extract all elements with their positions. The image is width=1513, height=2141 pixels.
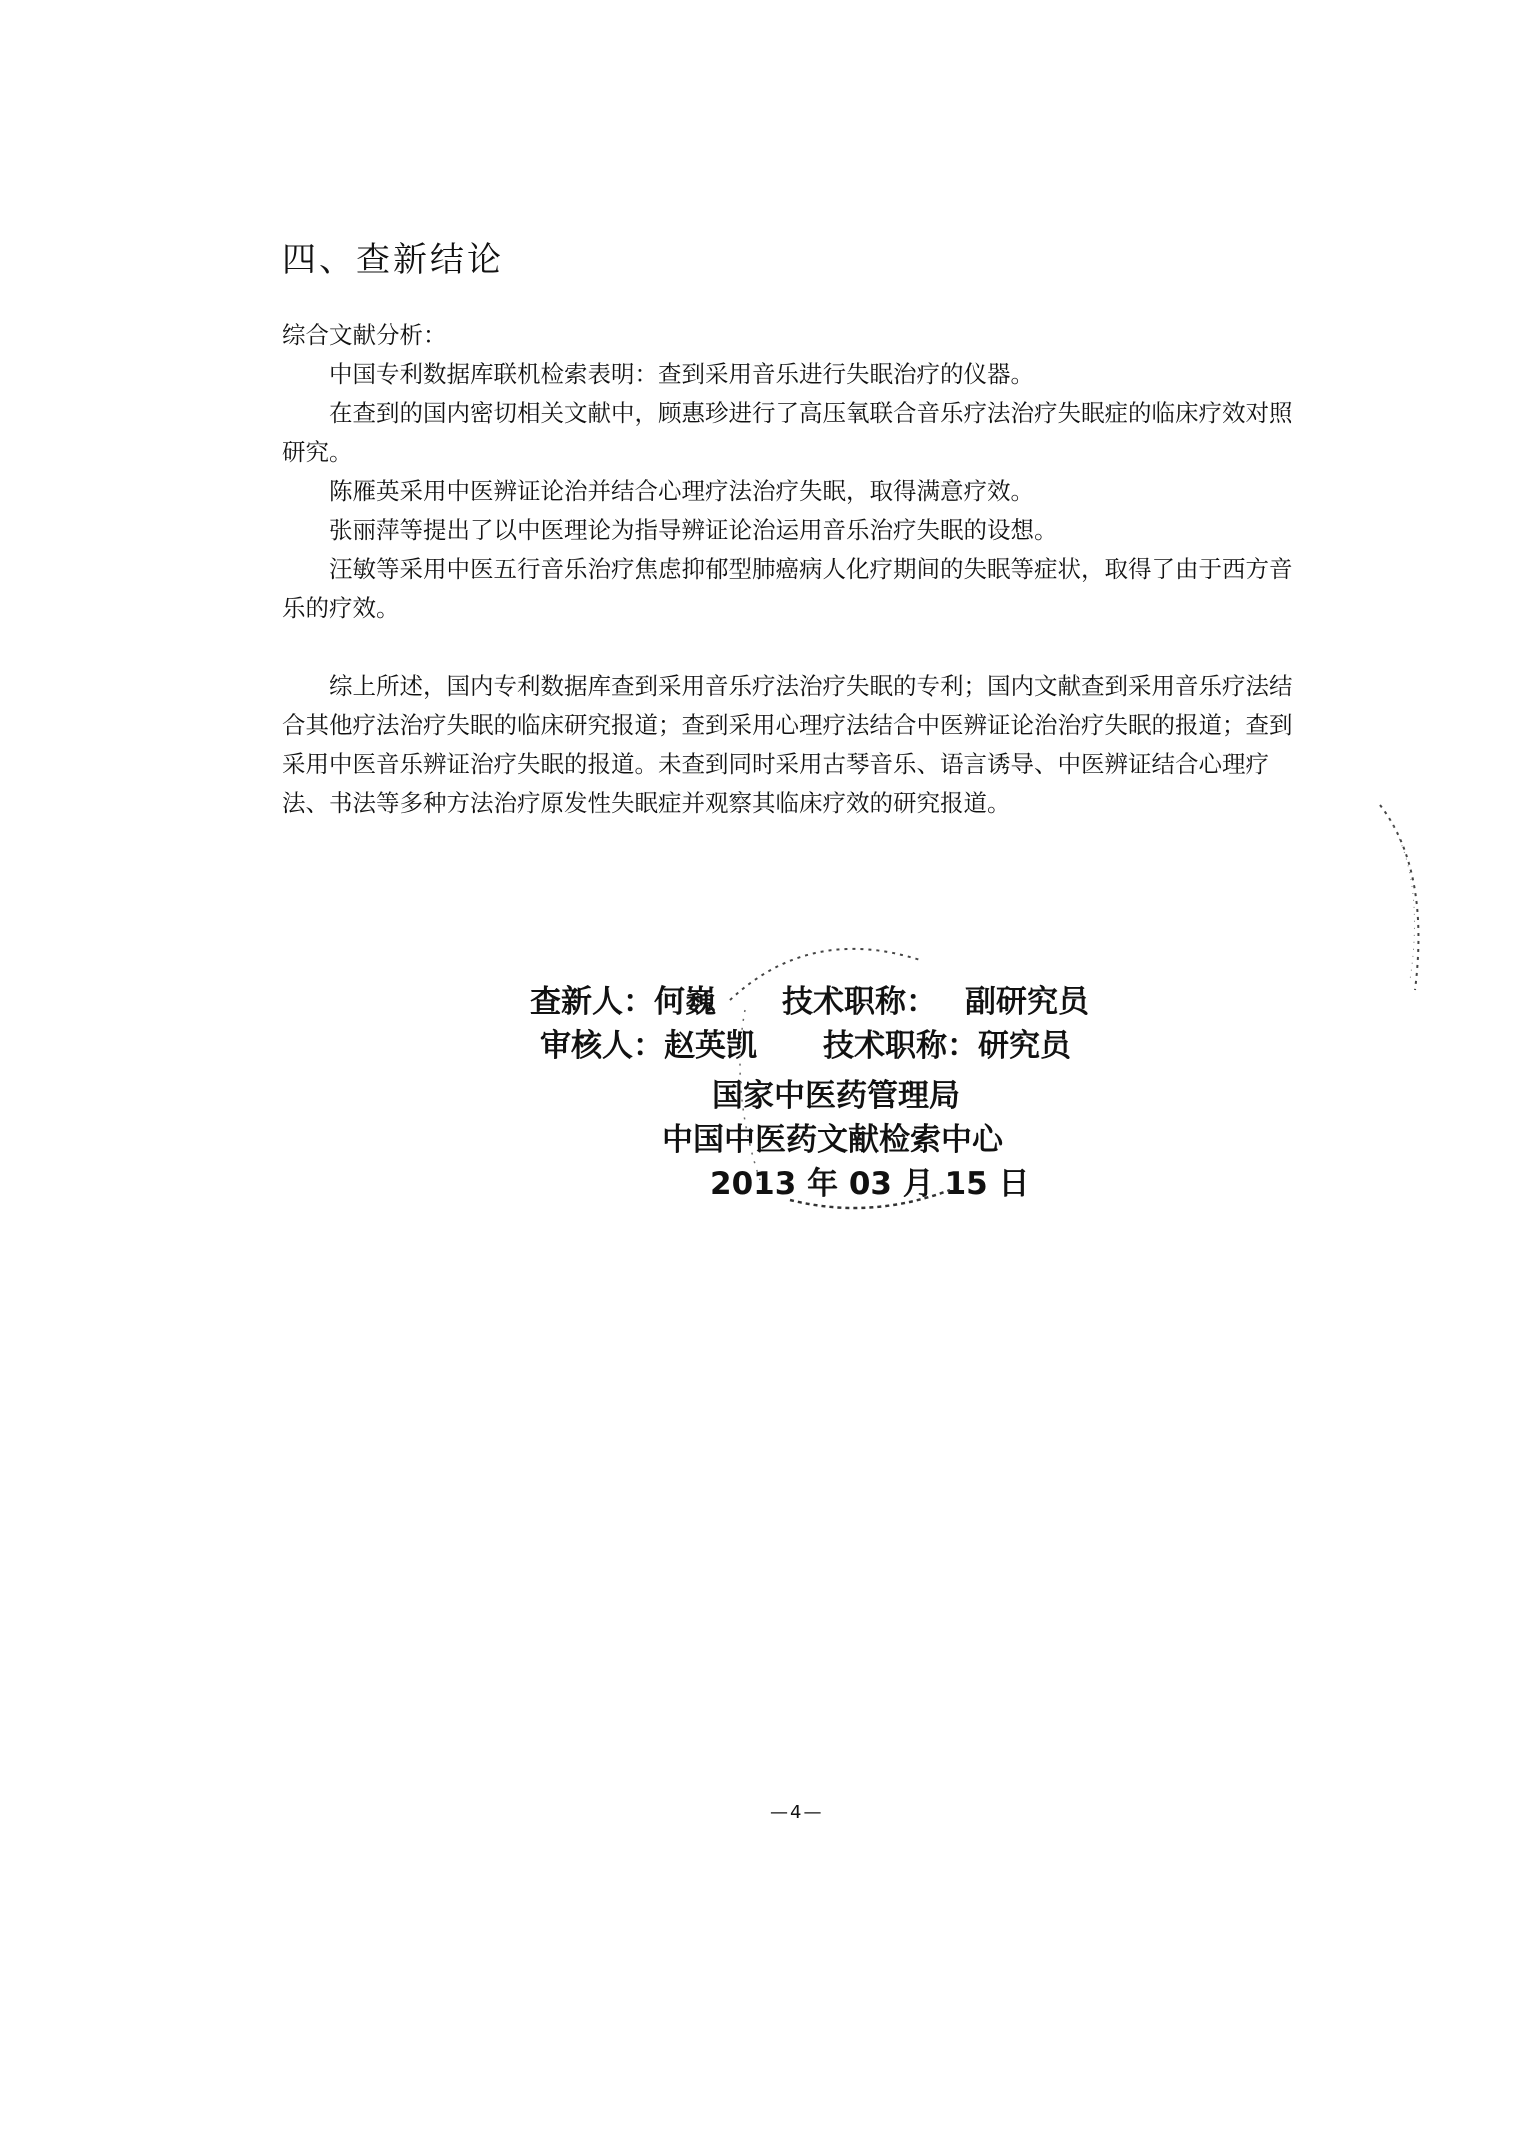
analysis-paragraph-5: 汪敏等采用中医五行音乐治疗焦虑抑郁型肺癌病人化疗期间的失眠等症状，取得了由于西方音乐的疗效。 — [282, 555, 1293, 622]
searcher-title: 副研究员 — [965, 984, 1089, 1020]
analysis-body — [282, 316, 1302, 823]
reviewer-title: 研究员 — [978, 1028, 1071, 1064]
reviewer-name: 赵英凯 — [664, 1028, 757, 1064]
organization-bureau: 国家中医药管理局 — [712, 1078, 960, 1114]
reviewer-label: 审核人： — [540, 1028, 664, 1064]
reviewer-row — [530, 1024, 1170, 1068]
analysis-summary: 综上所述，国内专利数据库查到采用音乐疗法治疗失眠的专利；国内文献查到采用音乐疗法结合其他疗法治疗失眠的临床研究报道；查到采用心理疗法结合中医辨证论治治疗失眠的报道；查到采用中医音乐辨证治疗失眠的报道。未查到同时采用古琴音乐、语言诱导、中医辨证结合心理疗法、书法等多种方法治疗原发性失眠症并观察其临床疗效的研究报道。 — [282, 672, 1293, 817]
searcher-label: 查新人： — [530, 984, 654, 1020]
page-number: —4— — [770, 1802, 824, 1823]
section-heading: 四、查新结论 — [282, 240, 504, 280]
searcher-row — [530, 980, 1170, 1024]
signature-block — [530, 980, 1170, 1068]
analysis-paragraph-2: 在查到的国内密切相关文献中，顾惠珍进行了高压氧联合音乐疗法治疗失眠症的临床疗效对照研究。 — [282, 399, 1293, 466]
analysis-paragraph-1: 中国专利数据库联机检索表明：查到采用音乐进行失眠治疗的仪器。 — [329, 360, 1034, 388]
searcher-title-label: 技术职称： — [782, 984, 937, 1020]
analysis-intro: 综合文献分析： — [282, 321, 447, 349]
analysis-paragraph-4: 张丽萍等提出了以中医理论为指导辨证论治运用音乐治疗失眠的设想。 — [329, 516, 1058, 544]
margin-seal-stamp — [1370, 790, 1440, 1010]
searcher-name: 何巍 — [654, 984, 716, 1020]
organization-center: 中国中医药文献检索中心 — [662, 1122, 1003, 1158]
report-date: 2013 年 03 月 15 日 — [710, 1166, 1030, 1202]
paragraph-gap — [282, 628, 1302, 667]
reviewer-title-label: 技术职称： — [823, 1028, 978, 1064]
analysis-paragraph-3: 陈雁英采用中医辨证论治并结合心理疗法治疗失眠，取得满意疗效。 — [329, 477, 1034, 505]
